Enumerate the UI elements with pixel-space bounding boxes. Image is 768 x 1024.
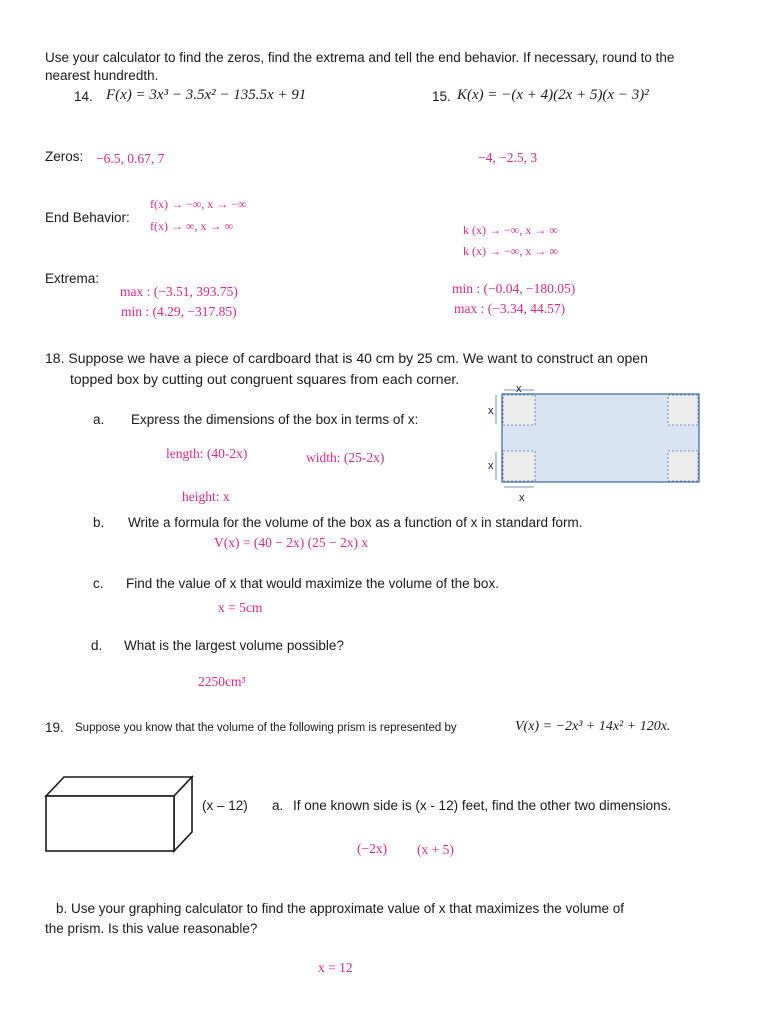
problem-15-extrema-max: max : (−3.34, 44.57) xyxy=(454,301,566,316)
corner-square-top-right xyxy=(668,395,698,425)
extrema-label: Extrema: xyxy=(45,271,100,286)
instructions-line-2: nearest hundredth. xyxy=(45,68,159,83)
problem-18a-length: length: (40-2x) xyxy=(166,446,248,461)
problem-19a-text: If one known side is (x - 12) feet, find the other two dimensions. xyxy=(293,798,672,813)
problem-18a-height: height: x xyxy=(182,489,230,504)
corner-square-bottom-left xyxy=(503,451,535,481)
problem-19a-answer-1: (−2x) xyxy=(357,841,388,856)
problem-19b-line-2: the prism. Is this value reasonable? xyxy=(45,921,258,936)
problem-14-extrema-min: min : (4.29, −317.85) xyxy=(121,304,237,319)
problem-19a-letter: a. xyxy=(272,798,284,813)
label-x-top: x xyxy=(516,383,522,395)
problem-15-zeros: −4, −2.5, 3 xyxy=(478,150,538,165)
problem-15-end-behavior-2: k (x) → −∞, x → ∞ xyxy=(463,244,558,258)
problem-19-number: 19. xyxy=(45,720,64,735)
problem-18-line-2: topped box by cutting out congruent squares from each corner. xyxy=(70,371,460,387)
problem-14-end-behavior-2: f(x) → ∞, x → ∞ xyxy=(150,219,234,233)
problem-18a-letter: a. xyxy=(93,412,105,427)
label-x-left-bottom: x xyxy=(488,460,494,472)
corner-square-top-left xyxy=(503,395,535,425)
problem-18c-letter: c. xyxy=(93,576,104,591)
prism-front-face xyxy=(46,796,174,851)
problem-15-number: 15. xyxy=(432,89,451,104)
problem-18b-letter: b. xyxy=(93,515,105,530)
problem-15-function: K(x) = −(x + 4)(2x + 5)(x − 3)² xyxy=(457,87,649,103)
problem-18a-text: Express the dimensions of the box in terms of x: xyxy=(131,412,419,427)
prism-diagram xyxy=(44,775,196,853)
label-x-bottom: x xyxy=(519,492,525,501)
problem-18a-width: width: (25-2x) xyxy=(306,450,385,465)
problem-19b-line-1: b. Use your graphing calculator to find the approximate value of x that maximizes the volume of xyxy=(56,901,625,916)
prism-top-face xyxy=(46,777,192,796)
prism-side-label: (x – 12) xyxy=(202,798,248,813)
problem-14-end-behavior-1: f(x) → −∞, x → −∞ xyxy=(150,197,247,211)
problem-18d-text: What is the largest volume possible? xyxy=(124,638,344,653)
problem-19-intro: Suppose you know that the volume of the following prism is represented by xyxy=(75,722,457,734)
problem-14-extrema-max: max : (−3.51, 393.75) xyxy=(120,284,238,299)
problem-19b-answer: x = 12 xyxy=(318,960,353,975)
problem-15-end-behavior-1: k (x) → −∞, x → ∞ xyxy=(463,223,558,237)
cardboard-diagram xyxy=(484,383,706,501)
problem-19-volume: V(x) = −2x³ + 14x² + 120x. xyxy=(515,719,671,734)
problem-15-extrema-min: min : (−0.04, −180.05) xyxy=(452,281,576,296)
end-behavior-label: End Behavior: xyxy=(45,210,130,225)
label-x-left-top: x xyxy=(488,405,494,417)
problem-18d-answer: 2250cm³ xyxy=(198,674,246,689)
corner-square-bottom-right xyxy=(668,451,698,481)
problem-18b-text: Write a formula for the volume of the box as a function of x in standard form. xyxy=(128,515,583,530)
problem-19a-answer-2: (x + 5) xyxy=(417,842,454,857)
problem-14-zeros: −6.5, 0.67, 7 xyxy=(96,151,165,166)
problem-14-function: F(x) = 3x³ − 3.5x² − 135.5x + 91 xyxy=(106,87,307,103)
problem-18-line-1: 18. Suppose we have a piece of cardboard that is 40 cm by 25 cm. We want to construct an open xyxy=(45,350,648,366)
problem-18c-text: Find the value of x that would maximize the volume of the box. xyxy=(126,576,499,591)
problem-18b-answer: V(x) = (40 − 2x) (25 − 2x) x xyxy=(214,535,369,550)
problem-18c-answer: x = 5cm xyxy=(218,600,263,615)
problem-14-number: 14. xyxy=(74,89,93,104)
instructions-line-1: Use your calculator to find the zeros, find the extrema and tell the end behavior. If necessary, round to the xyxy=(45,50,675,65)
problem-18d-letter: d. xyxy=(91,638,103,653)
zeros-label: Zeros: xyxy=(45,149,84,164)
